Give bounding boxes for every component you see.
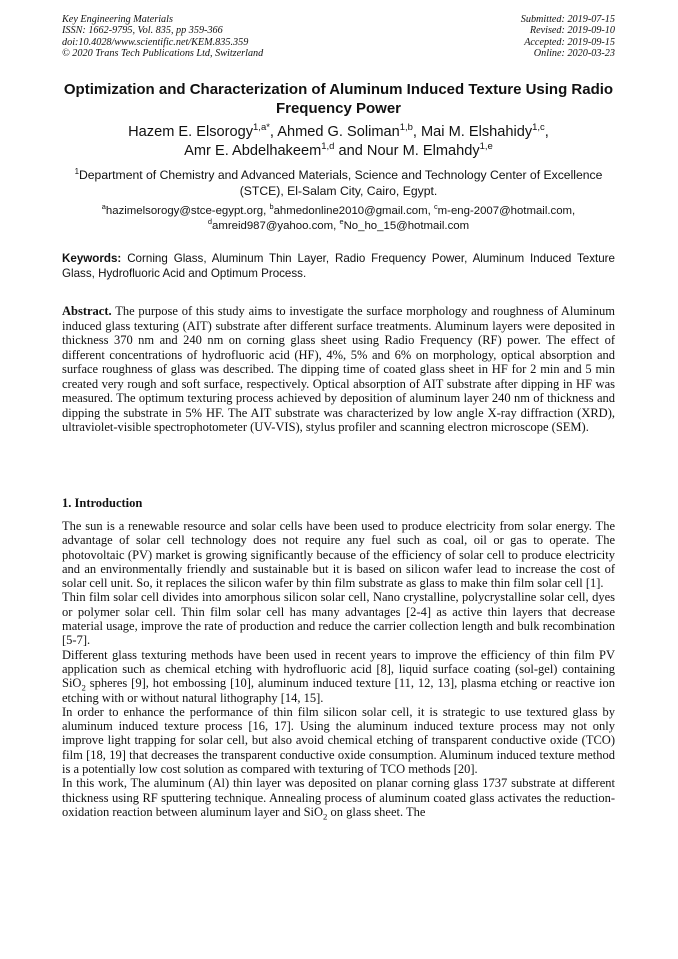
paragraph (62, 776, 615, 822)
date-revised: Revised: 2019-09-10 (529, 25, 615, 37)
paragraph-text: In this work, The aluminum (Al) thin layer was deposited on planar corning glass 1737 substrate at different thickness using RF sputtering technique. Annealing process of aluminum coated glass activates the reduction-oxidation reaction between aluminum layer and SiO (62, 776, 615, 819)
paragraph: In order to enhance the performance of thin film silicon solar cell, it is strategic to use textured glass by aluminum induced texture process [16, 17]. Using the aluminum induced texture process may not only improve light trapping for solar cell, but also avoid chemical etching of transparent conductive oxide (TCO) film [18, 19] that decreases the transparent conductive oxide consumption. Aluminum induced texture method is a potentially low cost solution as compared with texturing of TCO methods [20]. (62, 704, 615, 777)
author-separator: , (412, 124, 422, 140)
affiliation (62, 167, 615, 199)
abstract-block (62, 304, 615, 435)
introduction-body (62, 519, 615, 822)
email-address[interactable]: hazimelsorogy@stce-egypt.org (105, 205, 264, 217)
author-list (62, 123, 615, 161)
author-separator: , (544, 124, 549, 140)
section-heading: 1. Introduction (62, 496, 143, 510)
subscript: 2 (81, 682, 86, 693)
email-separator: , (427, 205, 434, 217)
journal-name: Key Engineering Materials (62, 14, 173, 25)
email-mark: d (207, 217, 212, 227)
date-submitted: Submitted: 2019-07-15 (520, 14, 615, 25)
journal-copyright: © 2020 Trans Tech Publications Ltd, Switzerland (62, 48, 264, 60)
journal-doi[interactable]: doi:10.4028/www.scientific.net/KEM.835.359 (62, 36, 249, 48)
email-separator: , (333, 220, 340, 232)
author-affil-mark: 1,e (479, 141, 493, 153)
paragraph-text: Different glass texturing methods have been used in recent years to improve the efficiency of thin film PV application such as chemical etching with hydrofluoric acid [8], liquid surface coating (sol-gel) containing SiO (62, 647, 615, 691)
paragraph-text: spheres [9], hot embossing [10], aluminum induced texture [11, 12, 13], plasma etching or reactive ion etching with or without natural lithography [14, 15]. (62, 676, 615, 705)
author-name: Mai M. Elshahidy (421, 124, 533, 140)
author-name: Amr E. Abdelhakeem (184, 143, 322, 159)
email-mark: b (269, 202, 274, 212)
author-separator: , (269, 124, 278, 140)
email-separator: , (263, 205, 270, 217)
email-mark: c (433, 202, 438, 212)
affiliation-text: Department of Chemistry and Advanced Materials, Science and Technology Center of Excellence (STCE), El-Salam City, Cairo, Egypt. (78, 168, 603, 198)
email-address[interactable]: m-eng-2007@hotmail.com (437, 205, 573, 217)
journal-issn: ISSN: 1662-9795, Vol. 835, pp 359-366 (62, 25, 223, 37)
author-separator: and (334, 143, 367, 159)
author-affil-mark: 1,c (532, 122, 545, 134)
email-address[interactable]: No_ho_15@hotmail.com (343, 220, 470, 232)
author-name: Ahmed G. Soliman (277, 124, 400, 140)
paragraph-text: on glass sheet. The (327, 804, 426, 819)
paper-title: Optimization and Characterization of Aluminum Induced Texture Using Radio Frequency Power (63, 81, 614, 117)
keywords-label: Keywords: (62, 252, 122, 265)
email-list (62, 204, 615, 234)
author-affil-mark: 1,a* (253, 122, 270, 134)
email-mark: e (339, 217, 344, 227)
date-accepted: Accepted: 2019-09-15 (524, 36, 615, 48)
email-separator: , (572, 205, 576, 217)
email-address[interactable]: amreid987@yahoo.com (212, 220, 334, 232)
abstract-text: The purpose of this study aims to investigate the surface morphology and roughness of Aluminum induced glass texturing (AIT) substrate after different surface treatments. Aluminum layers were deposited in thickness 370 nm and 240 nm on corning glass sheet using Radio Frequency (RF) power. The effect of different concentrations of hydrofluoric acid (HF), 4%, 5% and 6% on morphology, optical absorption and surface roughness of glass was described. The dipping time of coated glass sheet in HF for 2 min and 5 min created very rough and soft surface, respectively. Optical absorption of AIT substrate after dipping in HF was measured. The optimum texturing process achieved by deposition of aluminum layer 240 nm of thickness and dipping the substrate in 5% HF. The AIT substrate was characterized by low angle X-ray diffraction (XRD), ultraviolet-visible spectrophotometer (UV-VIS), stylus profiler and scanning electron microscope (SEM). (62, 304, 615, 434)
paragraph: Thin film solar cell divides into amorphous silicon solar cell, Nano crystalline, polycrystalline solar cell, dyes or polymer solar cell. Thin film solar cell has many advantages [2-4] as active thin layers that decrease material usage, improve the rate of production and reduce the carrier collection length and bulk recombination [5-7]. (62, 590, 615, 648)
subscript: 2 (323, 811, 328, 822)
date-online: Online: 2020-03-23 (533, 48, 615, 60)
keywords-text: Corning Glass, Aluminum Thin Layer, Radio Frequency Power, Aluminum Induced Texture Glass, Hydrofluoric Acid and Optimum Process. (62, 252, 615, 280)
paragraph (62, 648, 615, 705)
author-affil-mark: 1,d (321, 141, 335, 153)
submission-dates (521, 14, 615, 60)
paragraph: The sun is a renewable resource and solar cells have been used to produce electricity from solar energy. The advantage of solar cell technology does not require any fuel such as coal, oil or gas to operate. The photovoltaic (PV) market is growing significantly because of the efficiency of solar cell to produce electricity and an environmentally friendly and sustainable but it is based on silicon wafer lead to increase the cost of solar cell unit. So, it replaces the silicon wafer by thin film substrate as glass to make thin film solar cell [1]. (62, 519, 615, 591)
email-mark: a (101, 202, 106, 212)
author-name: Nour M. Elmahdy (366, 143, 480, 159)
email-address[interactable]: ahmedonline2010@gmail.com (273, 205, 428, 217)
journal-info (62, 14, 263, 60)
abstract-label: Abstract. (62, 304, 112, 318)
author-name: Hazem E. Elsorogy (128, 124, 254, 140)
keywords-block (62, 252, 615, 281)
author-affil-mark: 1,b (399, 122, 413, 134)
affiliation-mark: 1 (74, 166, 79, 176)
